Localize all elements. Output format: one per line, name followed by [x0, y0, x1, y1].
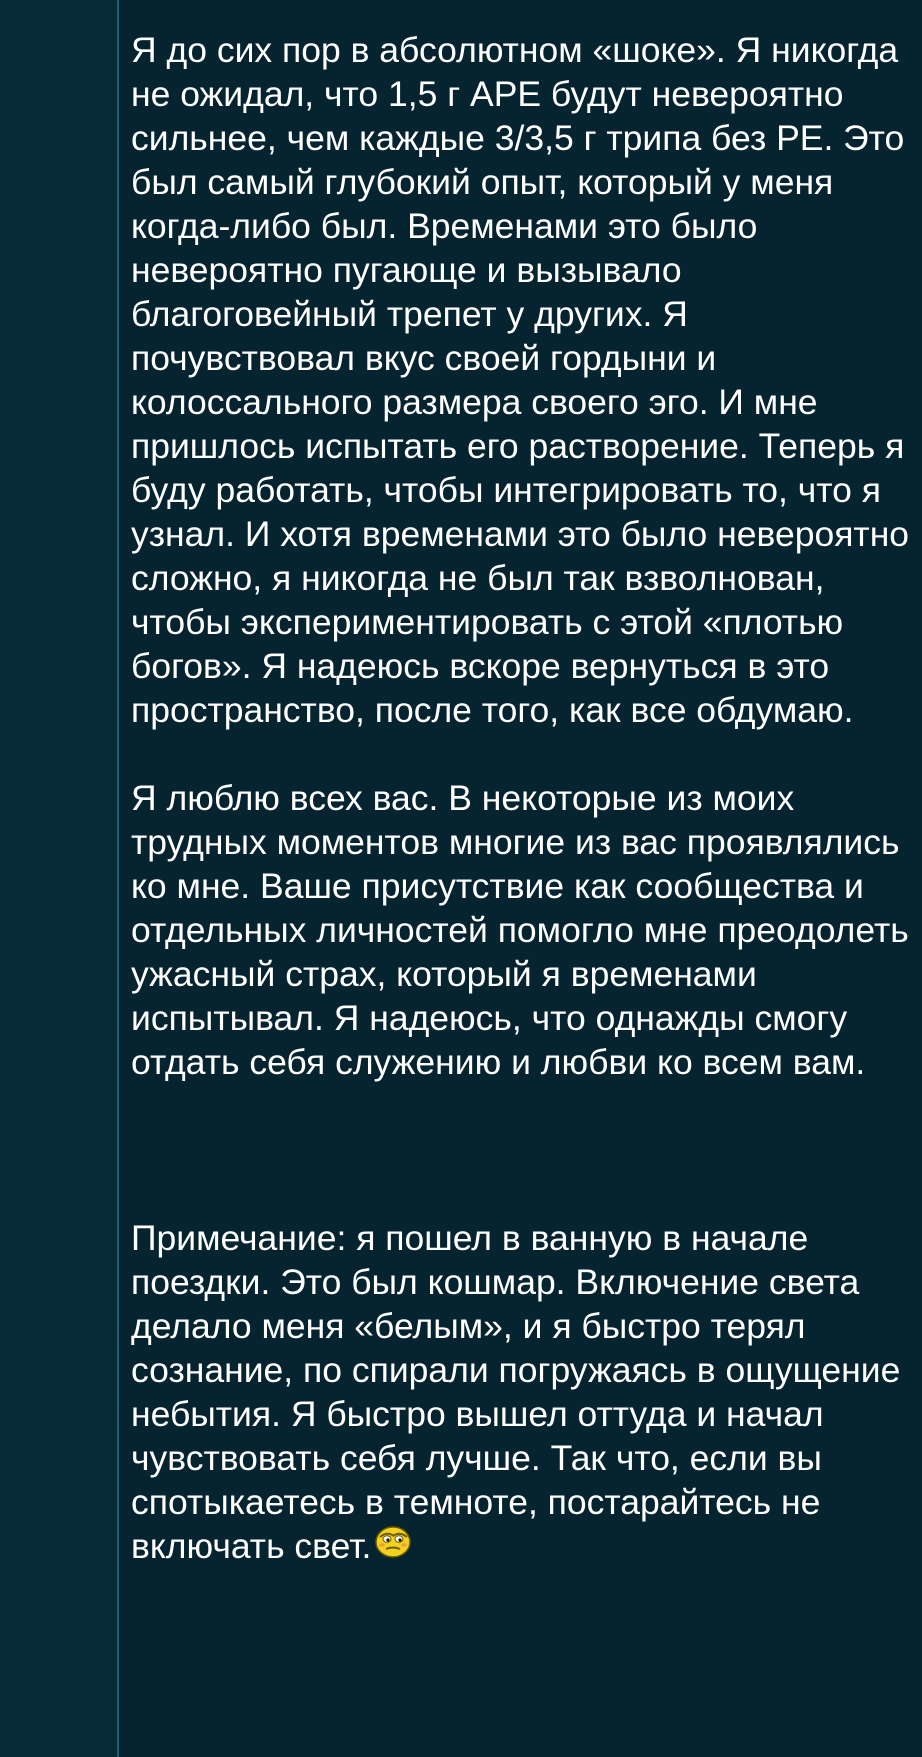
post-paragraph-3-text: Примечание: я пошел в ванную в начале поездки. Это был кошмар. Включение света делало меня «белым», и я быстро терял сознание, по спирали погружаясь в ощущение небытия. Я быстро вышел оттуда и начал чувствовать себя лучше. Так что, если вы спотыкаетесь в темноте, постарайтесь не включать свет.: [131, 1218, 901, 1566]
post-border: [117, 0, 119, 1757]
post-paragraph-1: Я до сих пор в абсолютном «шоке». Я никогда не ожидал, что 1,5 г APE будут невероятно сильнее, чем каждые 3/3,5 г трипа без PE. Это был самый глубокий опыт, который у меня когда-либо был. Временами это было невероятно пугающе и вызывало благоговейный трепет у других. Я почувствовал вкус своей гордыни и колоссального размера своего эго. И мне пришлось испытать его растворение. Теперь я буду работать, чтобы интегрировать то, что я узнал. И хотя временами это было невероятно сложно, я никогда не был так взволнован, чтобы экспериментировать с этой «плотью богов». Я надеюсь вскоре вернуться в это пространство, после того, как все обдумаю.: [131, 30, 910, 730]
post-paragraph-3: [131, 1216, 911, 1570]
left-gutter: [0, 0, 117, 1757]
shy-smiley-icon: [373, 1524, 413, 1570]
post-body: [131, 28, 911, 1570]
post-paragraph-2: Я люблю всех вас. В некоторые из моих трудных моментов многие из вас проявлялись ко мне. Ваше присутствие как сообщества и отдельных личностей помогло мне преодолеть ужасный страх, который я временами испытывал. Я надеюсь, что однажды смогу отдать себя служению и любви ко всем вам.: [131, 778, 909, 1082]
